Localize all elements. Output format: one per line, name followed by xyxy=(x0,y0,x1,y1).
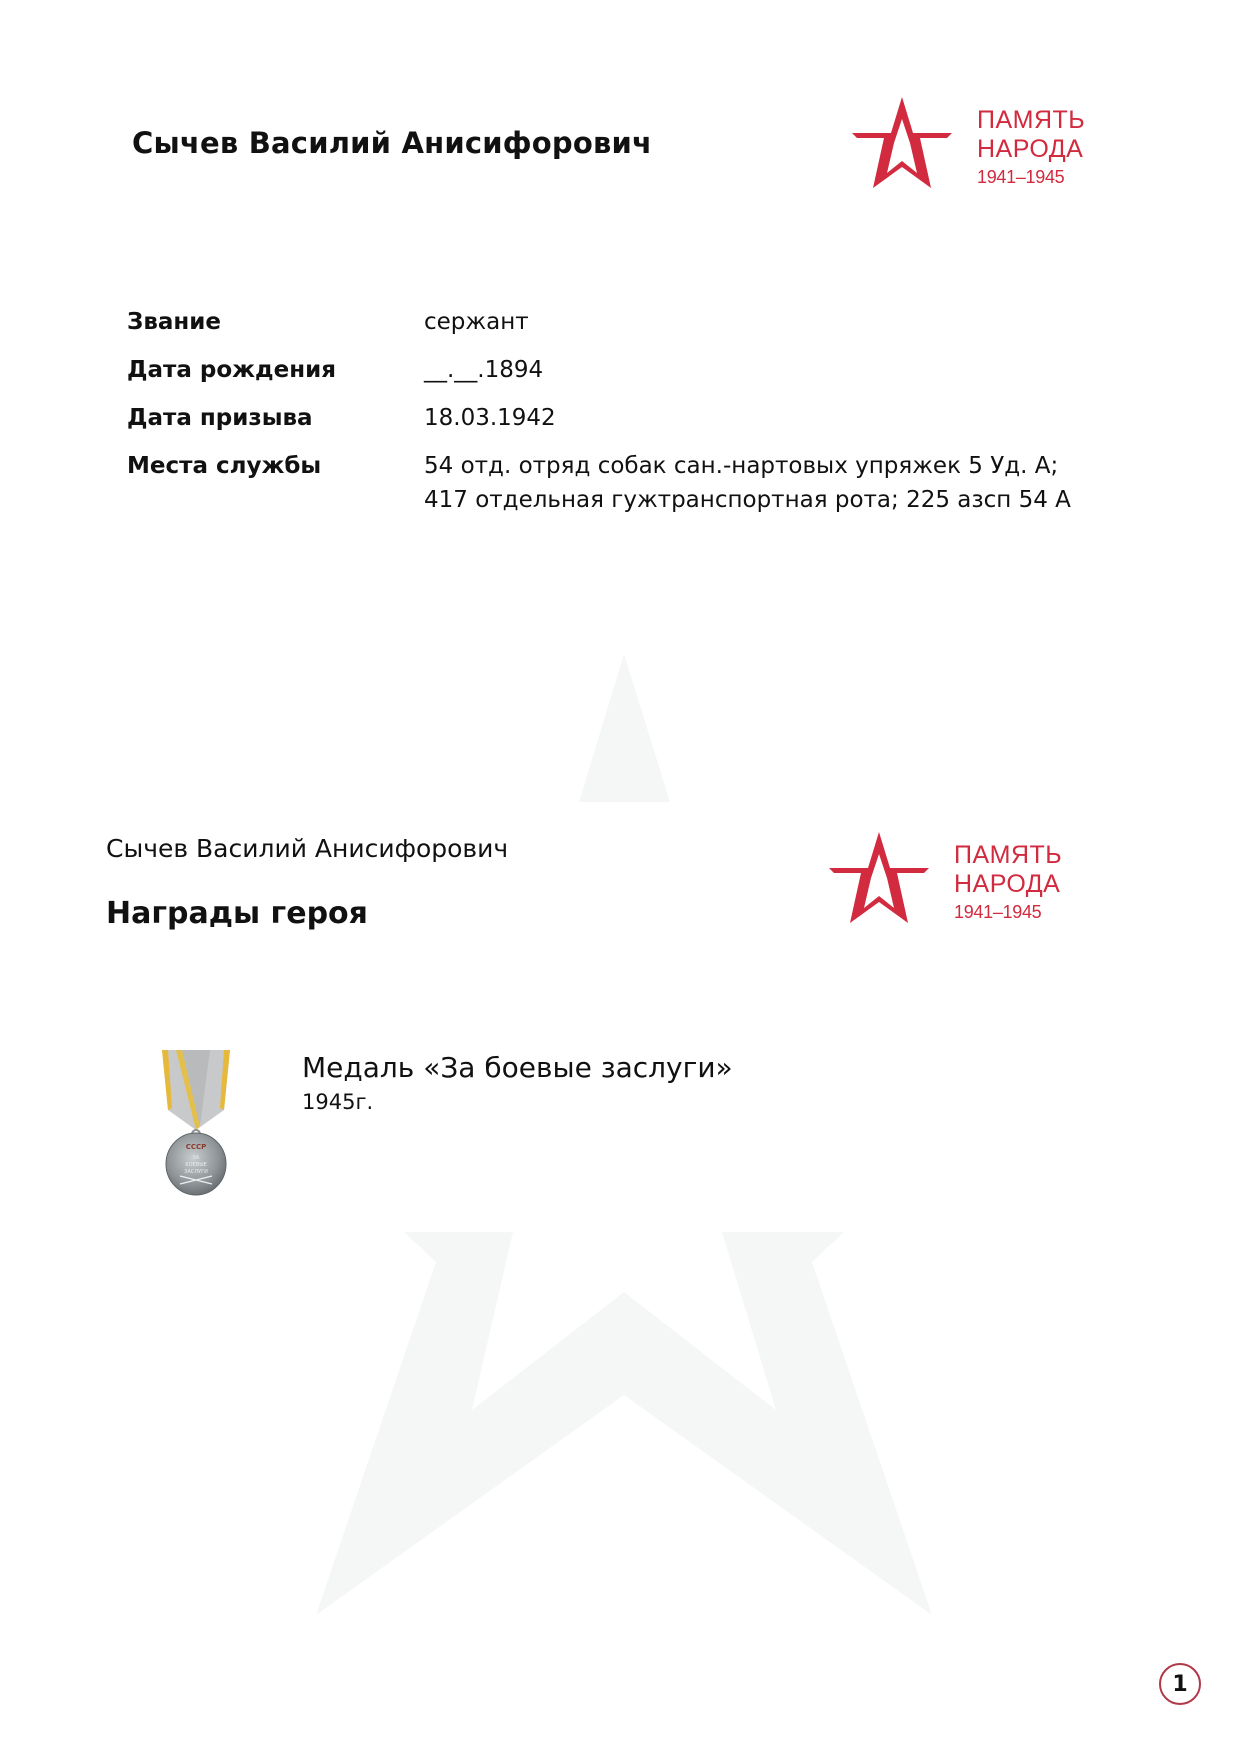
award-name[interactable]: Медаль «За боевые заслуги» xyxy=(302,1051,733,1084)
logo-text-line2: НАРОДА xyxy=(977,135,1084,163)
medal-for-battle-merit-icon xyxy=(156,1046,236,1201)
svg-text:ЗАСЛУГИ: ЗАСЛУГИ xyxy=(184,1169,208,1175)
info-row-birth-date xyxy=(127,353,1124,387)
pamyat-naroda-logo xyxy=(850,95,1120,205)
awards-title: Награды героя xyxy=(106,896,368,931)
info-label: Дата призыва xyxy=(127,405,313,431)
logo-text-line1: ПАМЯТЬ xyxy=(954,841,1063,869)
info-label: Места службы xyxy=(127,453,322,479)
info-row-conscription-date xyxy=(127,401,1124,435)
info-value-line: __.__.1894 xyxy=(424,357,544,383)
award-year: 1945г. xyxy=(302,1090,374,1114)
info-row-rank xyxy=(127,305,1124,339)
info-row-service-places xyxy=(127,449,1124,517)
page-number-badge xyxy=(1159,1663,1201,1705)
awards-person-name: Сычев Василий Анисифорович xyxy=(106,834,509,863)
info-value-line: 18.03.1942 xyxy=(424,405,556,431)
page-number: 1 xyxy=(1172,1671,1188,1697)
award-item[interactable] xyxy=(156,1046,856,1206)
info-label: Звание xyxy=(127,309,222,335)
info-value-line: 54 отд. отряд собак сан.-нартовых упряжек 5 Уд. А; xyxy=(424,453,1059,479)
logo-text-line2: НАРОДА xyxy=(954,870,1061,898)
svg-text:СССР: СССР xyxy=(185,1143,207,1151)
red-star-icon xyxy=(850,95,955,195)
info-value xyxy=(424,449,1124,517)
logo-text-line1: ПАМЯТЬ xyxy=(977,106,1086,134)
logo-text-years: 1941–1945 xyxy=(954,902,1042,922)
info-value xyxy=(424,401,1124,435)
red-star-icon xyxy=(827,830,932,930)
info-value xyxy=(424,305,1124,339)
svg-text:ЗА: ЗА xyxy=(192,1155,200,1161)
personal-info-table xyxy=(127,305,1124,531)
info-value-line: сержант xyxy=(424,309,529,335)
svg-text:БОЕВЫЕ: БОЕВЫЕ xyxy=(185,1162,207,1168)
info-value xyxy=(424,353,1124,387)
info-value-line: 417 отдельная гужтранспортная рота; 225 азсп 54 А xyxy=(424,487,1071,513)
logo-text-years: 1941–1945 xyxy=(977,167,1065,187)
info-label: Дата рождения xyxy=(127,357,336,383)
pamyat-naroda-logo xyxy=(827,830,1097,940)
page-title: Сычев Василий Анисифорович xyxy=(132,126,653,160)
